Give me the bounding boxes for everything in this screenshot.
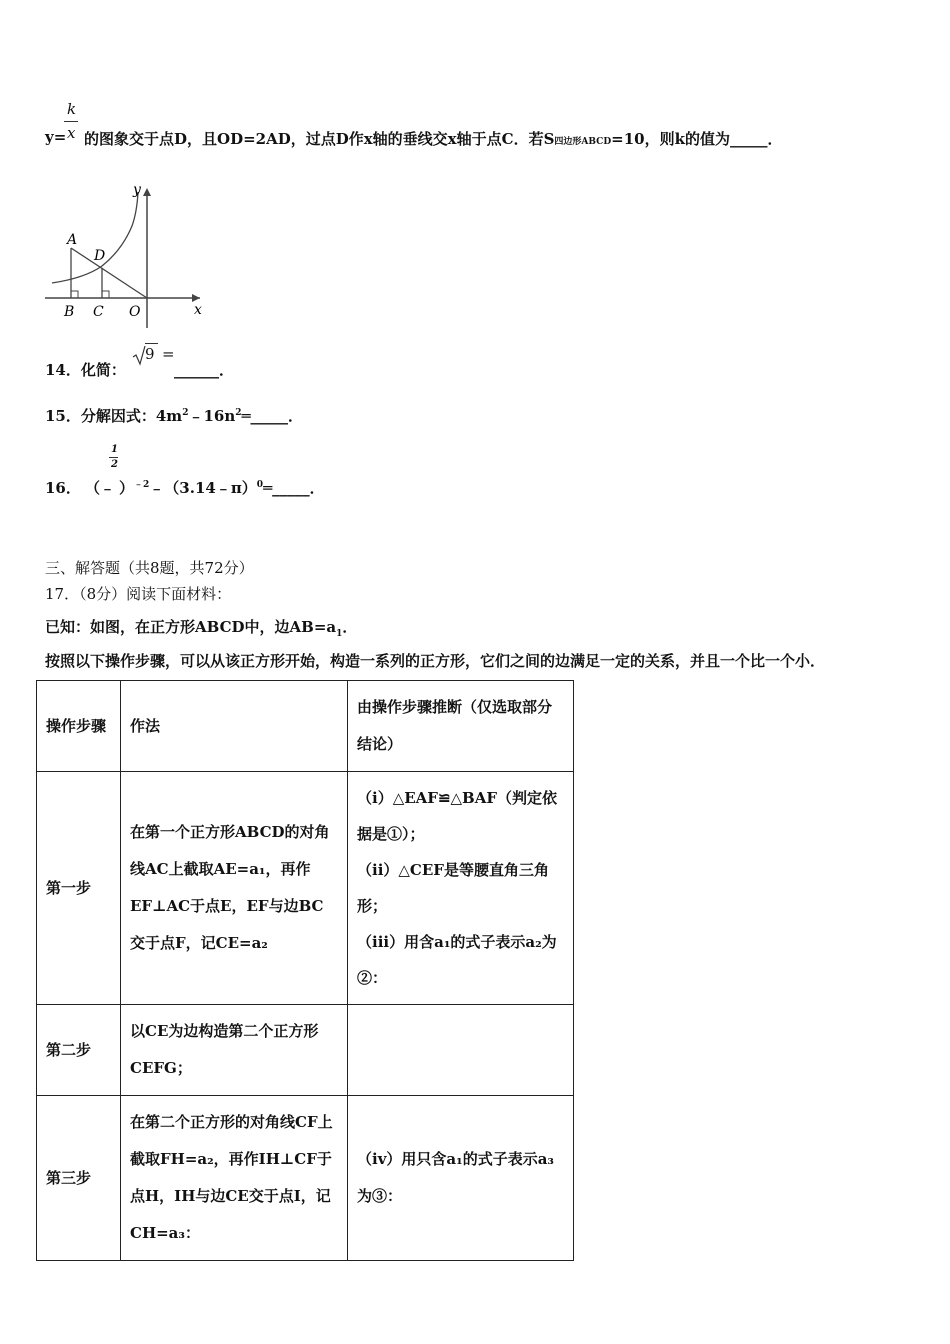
- q16-mid: ﹣（3.14﹣π）: [149, 479, 257, 497]
- q16-rest: [119, 477, 325, 498]
- x-axis-arrow: [192, 294, 200, 302]
- header-step: 操作步骤: [37, 681, 121, 772]
- q15-exp1: 2: [182, 408, 189, 418]
- q16-exp2: 0: [256, 480, 264, 490]
- q16-frac-num: 1: [111, 444, 118, 455]
- row1-method: 在第一个正方形ABCD的对角线AC上截取AE=a₁，再作EF⊥AC于点E，EF与边BC交于点F，记CE=a₂: [121, 772, 348, 1005]
- q17-given-a: 已知：如图，在正方形ABCD中，边AB=a: [45, 618, 337, 636]
- table-row: [37, 772, 574, 1005]
- q17-instruction: 按照以下操作步骤，可以从该正方形开始，构造一系列的正方形，它们之间的边满足一定的关系，并且一个比一个小．: [45, 652, 826, 670]
- hyperbola-curve: [52, 192, 138, 283]
- row2-step: 第二步: [37, 1005, 121, 1096]
- steps-table: [36, 680, 574, 1261]
- row3-conclusion: [348, 1096, 574, 1261]
- q16-tail: ═_____．: [263, 479, 325, 497]
- q17-given-b: ．: [342, 618, 358, 636]
- q17-given: [45, 616, 357, 639]
- q16-close: ）: [119, 479, 135, 497]
- header-conclusion: 由操作步骤推断（仅选取部分结论）: [348, 681, 574, 772]
- q13-fraction-bar: [64, 121, 78, 122]
- label-x: x: [194, 302, 202, 318]
- row2-method: 以CE为边构造第二个正方形CEFG；: [121, 1005, 348, 1096]
- q16-frac-bar: [109, 457, 118, 458]
- section-title: 三、解答题（共8题，共72分）: [45, 559, 254, 577]
- table-row: [37, 1005, 574, 1096]
- label-d: D: [94, 248, 106, 264]
- q15-mid: ﹣16n: [188, 407, 236, 425]
- row3-conclusion-iv: （iv）用只含a₁的式子表示a₃为③：: [357, 1150, 554, 1205]
- q13-text-b: =10，则k的值为_____．: [611, 130, 783, 148]
- label-a: A: [67, 232, 78, 248]
- q16-open: （﹣: [85, 479, 116, 497]
- q15-tail: ═_____．: [241, 407, 304, 425]
- radical-sign: [132, 344, 146, 366]
- table-header-row: [37, 681, 574, 772]
- q16-label: 16．: [45, 479, 81, 497]
- row1-conclusion-i: （i）△EAF≌△BAF（判定依据是①）；: [357, 789, 558, 843]
- q13-subscript: 四边形ABCD: [554, 137, 612, 147]
- q15-line: [45, 405, 303, 426]
- row1-conclusion-ii: （ii）△CEF是等腰直角三角形；: [357, 861, 549, 915]
- q17-title: 17．（8分）阅读下面材料：: [45, 585, 232, 603]
- header-method: 作法: [121, 681, 348, 772]
- row1-step: 第一步: [37, 772, 121, 1005]
- q13-text: [84, 128, 782, 149]
- label-o: O: [129, 304, 141, 320]
- q14-label: 14．化简：: [45, 361, 126, 379]
- q13-fraction-numerator: k: [67, 100, 77, 118]
- table-row: [37, 1096, 574, 1261]
- row1-conclusion-iii: （iii）用含a₁的式子表示a₂为②：: [357, 933, 557, 987]
- label-c: C: [93, 304, 104, 320]
- right-angle-b: [71, 291, 78, 298]
- radical-bar: [145, 343, 158, 344]
- q16-frac-den: 2: [111, 459, 118, 470]
- q16-exp1: ﹣2: [134, 480, 150, 490]
- q14-radicand: 9: [145, 345, 155, 363]
- q13-prefix: y=: [45, 128, 67, 146]
- row2-conclusion: [348, 1005, 574, 1096]
- q14-equals: =: [162, 345, 175, 363]
- label-b: B: [64, 304, 75, 320]
- row3-step: 第三步: [37, 1096, 121, 1261]
- row1-conclusion: [348, 772, 574, 1005]
- label-y: y: [133, 182, 141, 198]
- q15-exp2: 2: [235, 408, 242, 418]
- q13-text-a: 的图象交于点D，且OD=2AD，过点D作x轴的垂线交x轴于点C．若S: [84, 130, 555, 148]
- y-axis-arrow: [143, 188, 151, 196]
- right-angle-c: [102, 291, 109, 298]
- q13-fraction-denominator: x: [67, 124, 76, 142]
- row3-method: 在第二个正方形的对角线CF上截取FH=a₂，再作IH⊥CF于点H，IH与边CE交于点I，记CH=a₃：: [121, 1096, 348, 1261]
- q14-blank: ______．: [174, 361, 235, 379]
- q17-given-sub: 1: [336, 629, 343, 639]
- q15-label: 15．分解因式：4m: [45, 407, 183, 425]
- function-figure: [40, 178, 220, 333]
